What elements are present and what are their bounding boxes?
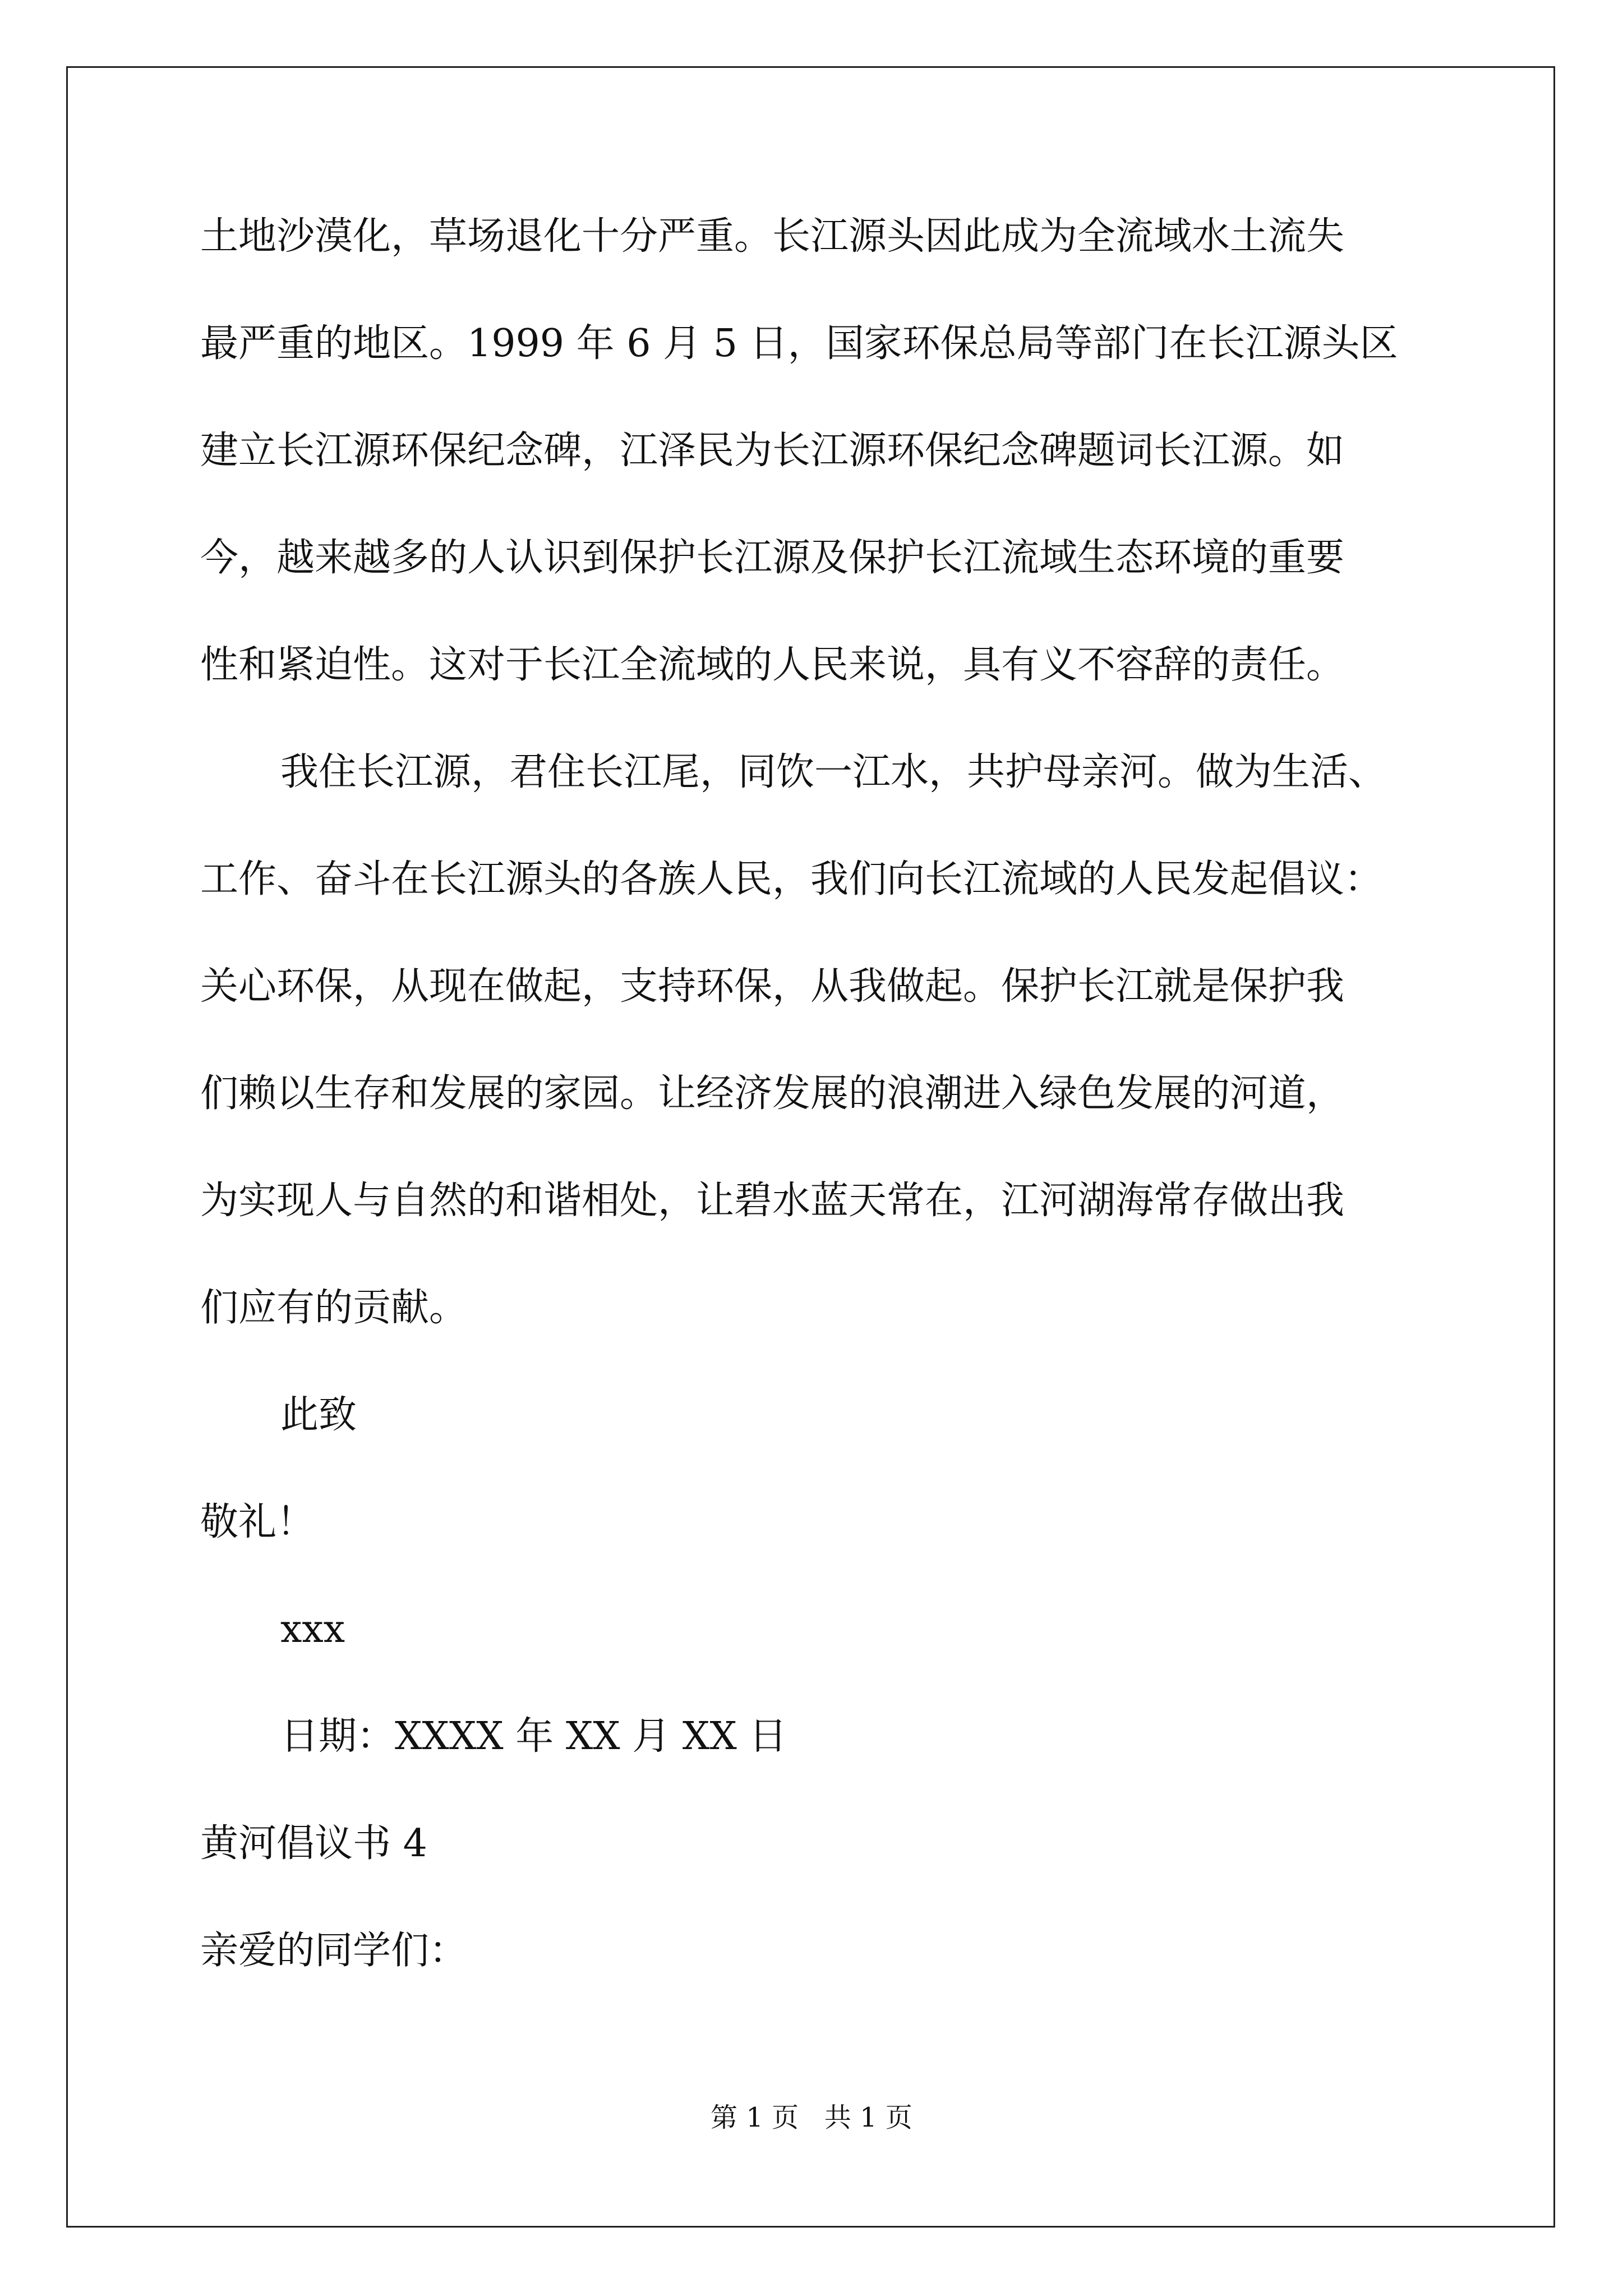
signature: xxx: [280, 1607, 345, 1651]
paragraph-line: 工作、奋斗在长江源头的各族人民，我们向长江流域的人民发起倡议：: [200, 857, 1383, 901]
paragraph-line: 土地沙漠化，草场退化十分严重。长江源头因此成为全流域水土流失: [200, 214, 1345, 259]
closing-salutation: 此致: [280, 1393, 357, 1437]
paragraph-line: 今，越来越多的人认识到保护长江源及保护长江流域生态环境的重要: [200, 536, 1345, 580]
paragraph-line: 性和紧迫性。这对于长江全流域的人民来说，具有义不容辞的责任。: [200, 643, 1345, 687]
section-heading: 黄河倡议书 4: [200, 1821, 427, 1866]
paragraph-line: 为实现人与自然的和谐相处，让碧水蓝天常在，江河湖海常存做出我: [200, 1179, 1345, 1223]
page-frame: [66, 66, 1555, 2228]
closing-regards: 敬礼！: [200, 1500, 315, 1544]
page-footer: 第 1 页 共 1 页: [711, 2102, 912, 2133]
paragraph-line: 建立长江源环保纪念碑，江泽民为长江源环保纪念碑题词长江源。如: [200, 429, 1345, 473]
date-line: 日期：XXXX 年 XX 月 XX 日: [280, 1714, 787, 1759]
paragraph-line: 我住长江源，君住长江尾，同饮一江水，共护母亲河。做为生活、: [280, 750, 1387, 794]
greeting: 亲爱的同学们：: [200, 1929, 468, 1973]
paragraph-line: 最严重的地区。1999 年 6 月 5 日，国家环保总局等部门在长江源头区: [200, 321, 1398, 366]
paragraph-line: 们应有的贡献。: [200, 1286, 468, 1330]
paragraph-line: 们赖以生存和发展的家园。让经济发展的浪潮进入绿色发展的河道，: [200, 1071, 1345, 1116]
paragraph-line: 关心环保，从现在做起，支持环保，从我做起。保护长江就是保护我: [200, 964, 1345, 1009]
